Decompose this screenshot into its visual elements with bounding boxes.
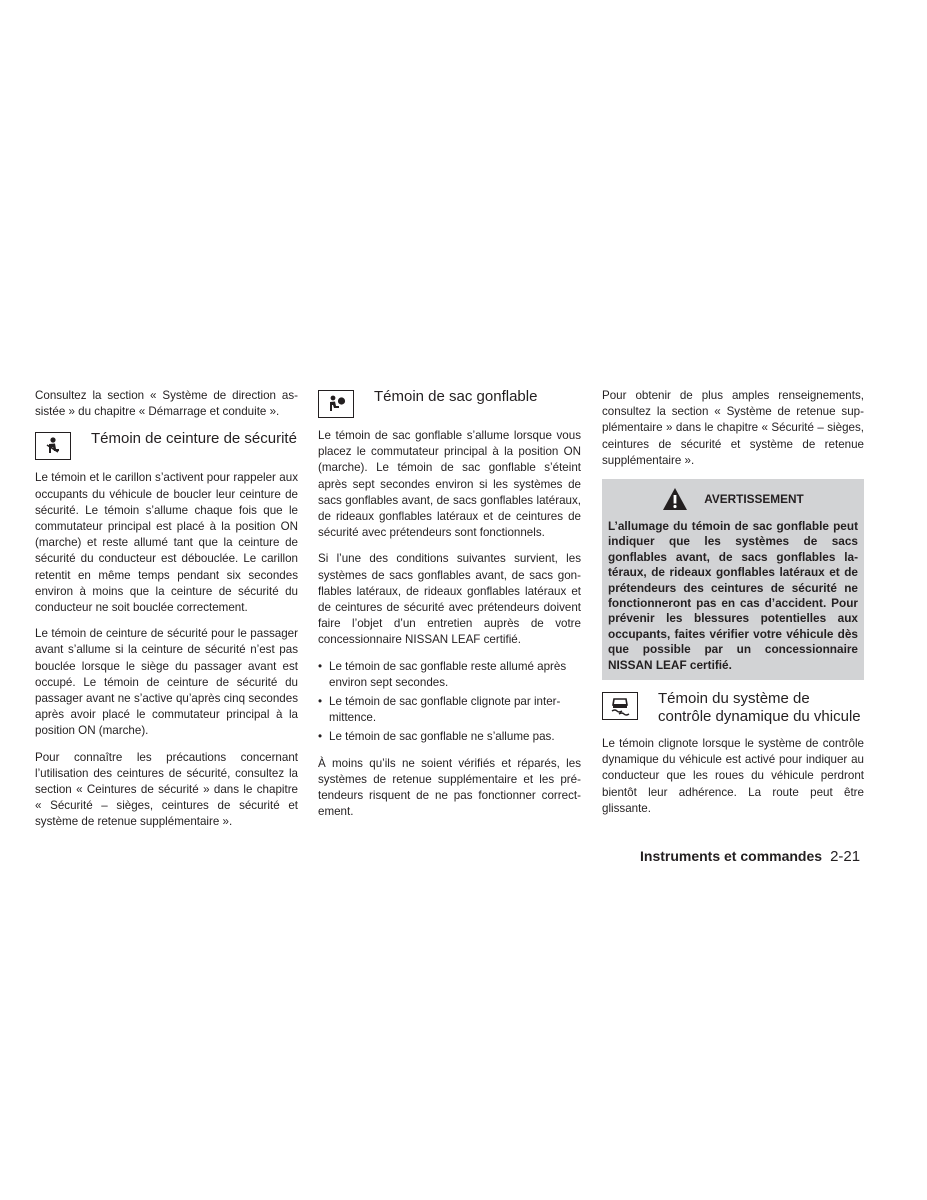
warning-header [602, 479, 864, 519]
airbag-paragraph-2: Si l’une des conditions suivantes survient, les systèmes de sacs gonflables avant, de sacs gonflables latéraux, de rideaux gonflables latéraux et de ceintures de sécurité avec prétendeurs doivent faire l’objet d’un entretien auprès de votre concessionnaire NISSAN LEAF certifié. [318, 552, 581, 647]
seatbelt-section-title: Témoin de ceinture de sécurité [91, 430, 297, 448]
warning-box [602, 479, 864, 680]
more-info-paragraph: Pour obtenir de plus amples renseignements, consultez la section « Système de retenue supplémentaire » dans le chapitre « Sécurité – sièges, ceintures de sécurité et système de retenue supplémentaire ». [602, 389, 864, 467]
airbag-section-header [318, 388, 581, 418]
vdc-paragraph: Le témoin clignote lorsque le système de contrôle dynamique du véhicule est activé pour indiquer au conducteur que les roues du véhicule perdront bientôt leur adhérence. La route peut être glissante. [602, 737, 864, 815]
vehicle-dynamic-control-icon [602, 692, 638, 720]
vdc-section-title: Témoin du système de contrôle dynamique du vhicule [658, 690, 861, 726]
airbag-warning-icon [318, 390, 354, 418]
airbag-paragraph-1: Le témoin de sac gonflable s’allume lorsque vous placez le commutateur principal à la position ON (marche). Le témoin de sac gonflable s’éteint après sept secondes environ si les systèmes de sacs gonflables avant, de sacs gonflables latéraux, de rideaux gonflables latéraux et de ceintures de sécurité avec prétendeurs sont fonctionnels. [318, 429, 581, 540]
column-left [35, 388, 298, 841]
seatbelt-paragraph-2: Le témoin de ceinture de sécurité pour le passager avant s’allume si la ceinture de sécurité n’est pas bouclée lorsque le siège du passager avant est occupé. Le témoin de ceinture de sécurité du passager avant ne s’active qu’après cinq secondes après avoir placé le commutateur principal à la position ON (marche). [35, 627, 298, 738]
footer-section-title: Instruments et commandes [640, 848, 823, 864]
page-footer [640, 848, 860, 865]
list-item: • Le témoin de sac gonflable clignote par intermittence. [318, 694, 581, 726]
airbag-paragraph-3: À moins qu’ils ne soient vérifiés et réparés, les systèmes de retenue supplémentaire et les prétendeurs risquent de ne pas fonctionner correctement. [318, 756, 581, 819]
warning-text: L’allumage du témoin de sac gonflable peut indiquer que les systèmes de sacs gonflables avant, de sacs gonflables latéraux, de rideaux gonflables latéraux et de prétendeurs des ceintures de sécurité ne fonctionneront pas en cas d’accident. Pour prévenir les blessures potentielles aux occupants, faites vérifier votre véhicule dès que possible par un concessionnaire NISSAN LEAF certifié. [608, 519, 858, 672]
seatbelt-paragraph-1: Le témoin et le carillon s’activent pour rappeler aux occupants du véhicule de boucler leur ceinture de sécurité. Le témoin s’allume chaque fois que le commutateur principal est placé à la position ON (marche) et reste allumé tant que la ceinture de sécurité du conducteur est débouclée. Le carillon retentit en même temps pendant six secondes environ à moins que la ceinture de sécurité du conducteur ne soit bouclée correctement. [35, 471, 298, 615]
warning-label: AVERTISSEMENT [704, 491, 804, 506]
seatbelt-warning-icon [35, 432, 71, 460]
list-item: • Le témoin de sac gonflable reste allumé après environ sept secondes. [318, 659, 581, 691]
airbag-conditions-list [318, 659, 581, 746]
column-right [602, 388, 864, 827]
airbag-section-title: Témoin de sac gonflable [374, 388, 538, 405]
seatbelt-section-header [35, 430, 298, 460]
vdc-section-header [602, 690, 864, 726]
column-middle [318, 388, 581, 830]
page-number: 2-21 [830, 848, 861, 865]
intro-paragraph: Consultez la section « Système de direction assistée » du chapitre « Démarrage et conduite ». [35, 389, 298, 419]
warning-triangle-icon [662, 487, 688, 511]
list-item: • Le témoin de sac gonflable ne s’allume pas. [318, 729, 581, 745]
seatbelt-paragraph-3: Pour connaître les précautions concernant l’utilisation des ceintures de sécurité, consultez la section « Ceintures de sécurité » dans le chapitre « Sécurité – sièges, ceintures de sécurité et système de retenue supplémentaire ». [35, 750, 298, 829]
